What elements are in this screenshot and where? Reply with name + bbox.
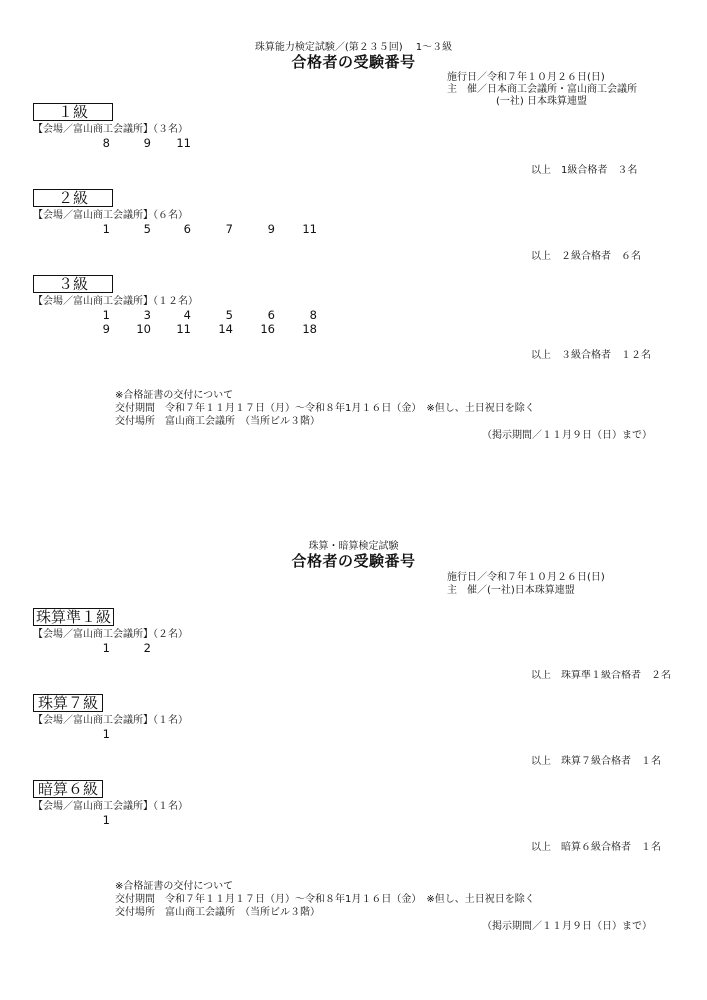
passer-number: 1 xyxy=(102,641,110,655)
certificate-location: 交付場所 富山商工会議所 （当所ビル３階） xyxy=(115,907,320,918)
passer-number: 9 xyxy=(102,322,110,336)
section1-subtitle: 珠算能力検定試験／(第２３５回) 1～３級 xyxy=(254,42,453,53)
passer-number: 9 xyxy=(143,136,151,150)
passer-number: 1 xyxy=(102,222,110,236)
passer-number: 3 xyxy=(143,308,151,322)
passer-number: 8 xyxy=(309,308,317,322)
passer-number: 2 xyxy=(143,641,151,655)
passer-number: 6 xyxy=(183,222,191,236)
passer-number: 11 xyxy=(176,322,191,336)
certificate-note-heading: ※合格証書の交付について xyxy=(115,390,234,401)
venue-anzan-6kyu: 【会場／富山商工会議所】（１名） xyxy=(33,801,188,812)
certificate-period: 交付期間 令和７年１１月１７日（月）～令和８年1月１６日（金） ※但し、土日祝日を除く xyxy=(115,894,535,905)
passer-number: 8 xyxy=(102,136,110,150)
passer-number: 18 xyxy=(302,322,317,336)
passer-number: 1 xyxy=(102,308,110,322)
summary-2kyu: 以上 ２級合格者 ６名 xyxy=(531,251,641,262)
grade-label-anzan-6kyu: 暗算６級 xyxy=(33,780,103,798)
summary-shuzan-jun1kyu: 以上 珠算準１級合格者 ２名 xyxy=(531,670,671,681)
passer-number: 14 xyxy=(218,322,233,336)
posting-period: （掲示期間／１１月９日（日）まで） xyxy=(482,921,652,932)
grade-label-shuzan-jun1kyu: 珠算準１級 xyxy=(33,608,114,626)
grade-label-1kyu: １級 xyxy=(33,103,113,121)
grade-label-shuzan-7kyu: 珠算７級 xyxy=(33,694,103,712)
section1-date: 施行日／令和７年１０月２６日(日) xyxy=(447,72,605,83)
section1-organizer: 主 催／日本商工会議所・富山商工会議所 xyxy=(447,84,637,95)
passer-number: 11 xyxy=(302,222,317,236)
passer-number: 9 xyxy=(267,222,275,236)
certificate-period: 交付期間 令和７年１１月１７日（月）～令和８年1月１６日（金） ※但し、土日祝日を除く xyxy=(115,403,535,414)
section1-organizer-2: (一社) 日本珠算連盟 xyxy=(496,96,587,107)
passer-number: 10 xyxy=(136,322,151,336)
grade-label-2kyu: ２級 xyxy=(33,189,113,207)
passer-number: 1 xyxy=(102,813,110,827)
grade-label-3kyu: ３級 xyxy=(33,275,113,293)
passer-number: 7 xyxy=(225,222,233,236)
section2-organizer: 主 催／(一社)日本珠算連盟 xyxy=(447,585,575,596)
venue-3kyu: 【会場／富山商工会議所】（１２名） xyxy=(33,296,198,307)
passer-number: 5 xyxy=(143,222,151,236)
posting-period: （掲示期間／１１月９日（日）まで） xyxy=(482,430,652,441)
section2-subtitle: 珠算・暗算検定試験 xyxy=(308,541,399,552)
summary-1kyu: 以上 1級合格者 ３名 xyxy=(531,165,638,176)
summary-anzan-6kyu: 以上 暗算６級合格者 １名 xyxy=(531,842,661,853)
passer-number: 1 xyxy=(102,727,110,741)
passer-number: 16 xyxy=(260,322,275,336)
passer-number: 6 xyxy=(267,308,275,322)
section2-title: 合格者の受験番号 xyxy=(291,552,416,570)
passer-number: 11 xyxy=(176,136,191,150)
section2-date: 施行日／令和７年１０月２６日(日) xyxy=(447,572,605,583)
summary-shuzan-7kyu: 以上 珠算７級合格者 １名 xyxy=(531,756,661,767)
venue-shuzan-7kyu: 【会場／富山商工会議所】（１名） xyxy=(33,715,188,726)
passer-number: 4 xyxy=(183,308,191,322)
passer-number: 5 xyxy=(225,308,233,322)
certificate-location: 交付場所 富山商工会議所 （当所ビル３階） xyxy=(115,416,320,427)
section1-title: 合格者の受験番号 xyxy=(291,53,416,71)
venue-2kyu: 【会場／富山商工会議所】（６名） xyxy=(33,210,188,221)
certificate-note-heading: ※合格証書の交付について xyxy=(115,881,234,892)
venue-1kyu: 【会場／富山商工会議所】（３名） xyxy=(33,124,188,135)
venue-shuzan-jun1kyu: 【会場／富山商工会議所】（２名） xyxy=(33,629,188,640)
summary-3kyu: 以上 ３級合格者 １２名 xyxy=(531,350,651,361)
